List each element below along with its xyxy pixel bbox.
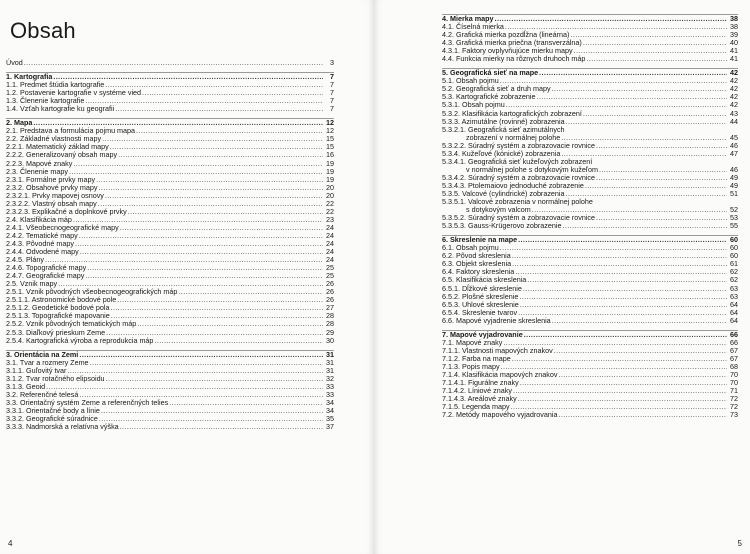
leader-dots — [79, 232, 323, 240]
toc-entry-title: 6.5.3. Uhlové skreslenie — [442, 299, 519, 309]
toc-entry — [442, 317, 738, 325]
toc-entry-page: 31 — [326, 357, 334, 367]
toc-entry-intro — [6, 59, 334, 67]
toc-entry-title: 7.1.4.3. Areálové znaky — [442, 394, 517, 404]
toc-entry — [6, 248, 334, 256]
toc-entry-page: 19 — [326, 174, 334, 184]
toc-entry-page: 60 — [730, 251, 738, 261]
toc-entry-title: 6.2. Pôvod skreslenia — [442, 251, 511, 261]
toc-right — [442, 14, 738, 419]
toc-entry-page: 66 — [730, 337, 738, 347]
leader-dots — [117, 296, 323, 304]
toc-entry-title: 4.3. Grafická mierka priečna (transverzálna) — [442, 38, 582, 48]
toc-entry-page: 31 — [326, 349, 334, 359]
page-number-right: 5 — [737, 539, 742, 548]
toc-entry-title: 2.4.7. Geografické mapy — [6, 271, 85, 281]
toc-entry-page: 7 — [330, 72, 334, 82]
toc-entry-title: 3.3.1. Orientačné body a línie — [6, 405, 100, 415]
toc-entry-title: 5.3.4.2. Súradný systém a zobrazovacie rovnice — [442, 172, 596, 182]
toc-entry-page: 27 — [326, 303, 334, 313]
toc-entry-title: 2.5. Vznik mapy — [6, 279, 58, 289]
leader-dots — [558, 371, 727, 379]
toc-entry-title: 3.1.3. Geoid — [6, 381, 46, 391]
toc-entry-title: 3.3. Orientačný systém Zeme a referenčných telies — [6, 397, 169, 407]
toc-entry-page: 62 — [730, 275, 738, 285]
leader-dots — [115, 105, 323, 113]
leader-dots — [566, 118, 727, 126]
toc-entry-title: 2.5.1.3. Topografické mapovanie — [6, 311, 110, 321]
leader-dots — [105, 192, 323, 200]
leader-dots — [142, 89, 323, 97]
toc-entry-page: 72 — [730, 394, 738, 404]
toc-entry-page: 71 — [730, 386, 738, 396]
toc-entry-page: 33 — [326, 389, 334, 399]
leader-dots — [96, 176, 323, 184]
toc-entry-title: 5.3.4. Kužeľové (kónické) zobrazenia — [442, 148, 561, 158]
toc-entry-page: 42 — [730, 100, 738, 110]
toc-entry-page: 41 — [730, 54, 738, 64]
leader-dots — [99, 415, 323, 423]
toc-entry-title: 5.3.4.1. Geografická sieť kužeľových zobrazení — [442, 156, 593, 166]
leader-dots — [46, 383, 323, 391]
leader-dots — [586, 55, 727, 63]
toc-section — [442, 68, 738, 230]
leader-dots — [519, 293, 727, 301]
toc-entry-title: 5.3.2.1. Geografická sieť azimutálnych — [442, 124, 565, 134]
leader-dots — [523, 285, 727, 293]
toc-entry-page: 53 — [730, 213, 738, 223]
toc-entry-title: 2.3.2. Obsahové prvky mapy — [6, 182, 98, 192]
toc-entry-title: 3.3.2. Geografické súradnice — [6, 413, 98, 423]
leader-dots — [513, 387, 727, 395]
leader-dots — [495, 15, 727, 23]
leader-dots — [169, 399, 323, 407]
toc-entry — [6, 105, 334, 113]
toc-entry-page: 22 — [326, 198, 334, 208]
leader-dots — [110, 143, 323, 151]
toc-entry-page: 26 — [326, 287, 334, 297]
toc-entry-page: 42 — [730, 68, 738, 78]
leader-dots — [574, 47, 727, 55]
leader-dots — [120, 224, 323, 232]
toc-entry-title: 5.3.5.1. Valcové zobrazenia v normálnej polohe — [442, 197, 593, 207]
leader-dots — [111, 304, 324, 312]
leader-dots — [527, 276, 727, 284]
toc-entry-title: 7.1. Mapové znaky — [442, 337, 503, 347]
toc-entry-title: 5.3.5.3. Gauss-Krügerovo zobrazenie — [442, 221, 562, 231]
leader-dots — [69, 168, 323, 176]
toc-entry — [6, 423, 334, 431]
toc-entry-page: 20 — [326, 182, 334, 192]
leader-dots — [515, 268, 727, 276]
toc-entry-page: 46 — [730, 140, 738, 150]
toc-entry-title: zobrazení v normálnej polohe — [466, 132, 561, 142]
toc-entry-page: 37 — [326, 422, 334, 432]
toc-entry-page: 31 — [326, 365, 334, 375]
toc-entry-title: 3. Orientácia na Zemi — [6, 349, 79, 359]
toc-entry-page: 24 — [326, 247, 334, 257]
toc-entry-page: 41 — [730, 46, 738, 56]
toc-entry-title: 2.4.5. Plány — [6, 255, 44, 265]
toc-entry-page: 49 — [730, 180, 738, 190]
leader-dots — [552, 85, 727, 93]
toc-entry-title: 7.1.2. Farba na mape — [442, 353, 511, 363]
leader-dots — [512, 252, 727, 260]
toc-entry-title: 2.4. Klasifikácia máp — [6, 214, 72, 224]
toc-entry-page: 32 — [326, 373, 334, 383]
toc-entry-title: 4.4. Funkcia mierky na rôznych druhoch máp — [442, 54, 586, 64]
toc-entry-page: 68 — [730, 361, 738, 371]
toc-entry-title: 4.3.1. Faktory ovplyvňujúce mierku mapy — [442, 46, 573, 56]
toc-entry-title: 1.4. Vzťah kartografie ku geografii — [6, 104, 115, 114]
toc-entry-title: 7.1.1. Vlastnosti mapových znakov — [442, 345, 553, 355]
toc-entry-title: 6.5.4. Skreslenie tvarov — [442, 307, 518, 317]
toc-entry-page: 16 — [326, 150, 334, 160]
toc-entry-title: 5.1. Obsah pojmu — [442, 76, 499, 86]
toc-entry-page: 39 — [730, 30, 738, 40]
leader-dots — [554, 347, 727, 355]
toc-entry-page: 64 — [730, 307, 738, 317]
toc-entry-page: 7 — [330, 96, 334, 106]
toc-entry-title: 7.2. Metódy mapového vyjadrovania — [442, 410, 558, 420]
toc-entry-page: 30 — [326, 335, 334, 345]
toc-entry-title: 1.1. Predmet štúdia kartografie — [6, 80, 105, 90]
toc-entry — [442, 411, 738, 419]
toc-entry-title: 6.5.2. Plošné skreslenie — [442, 291, 519, 301]
leader-dots — [120, 423, 323, 431]
leader-dots — [520, 301, 727, 309]
leader-dots — [80, 248, 323, 256]
leader-dots — [596, 142, 727, 150]
toc-entry-page: 22 — [326, 206, 334, 216]
leader-dots — [518, 236, 727, 244]
toc-section — [6, 118, 334, 344]
toc-entry-page: 60 — [730, 235, 738, 245]
toc-entry-page: 28 — [326, 319, 334, 329]
toc-entry-page: 55 — [730, 221, 738, 231]
toc-entry-title: 4.1. Číselná mierka — [442, 22, 504, 32]
toc-entry-page: 7 — [330, 80, 334, 90]
leader-dots — [599, 166, 727, 174]
toc-entry-page: 12 — [326, 118, 334, 128]
toc-entry-title: 7.1.4.1. Figurálne znaky — [442, 378, 519, 388]
leader-dots — [106, 375, 323, 383]
leader-dots — [558, 411, 727, 419]
leader-dots — [570, 31, 727, 39]
toc-entry-title: 4. Mierka mapy — [442, 14, 494, 23]
toc-entry-title: 3.3.3. Nadmorská a relatívna výška — [6, 422, 119, 432]
toc-entry-title: 2.4.4. Odvodené mapy — [6, 247, 79, 257]
toc-entry-title: s dotykovým valcom — [466, 205, 531, 215]
toc-entry-page: 72 — [730, 402, 738, 412]
toc-entry-title: 2.3.2.1. Prvky mapovej osnovy — [6, 190, 104, 200]
leader-dots — [154, 337, 323, 345]
toc-section — [442, 235, 738, 325]
toc-entry-page: 19 — [326, 158, 334, 168]
toc-entry-page: 63 — [730, 283, 738, 293]
leader-dots — [583, 39, 727, 47]
toc-entry-page: 49 — [730, 172, 738, 182]
toc-entry-page: 47 — [730, 148, 738, 158]
toc-entry-page: 38 — [730, 22, 738, 32]
leader-dots — [512, 260, 727, 268]
toc-entry-title: 3.1.1. Guľovitý tvar — [6, 365, 67, 375]
toc-entry-page: 64 — [730, 299, 738, 309]
toc-entry-title: 7.1.4. Klasifikácia mapových znakov — [442, 369, 558, 379]
toc-entry-title: 4.2. Grafická mierka pozdĺžna (lineárna) — [442, 30, 570, 40]
toc-entry-title: 5.2. Geografická sieť a druh mapy — [442, 84, 551, 94]
toc-entry-title: 7. Mapové vyjadrovanie — [442, 329, 523, 339]
toc-entry-title: 2.4.1. Všeobecnogeografické mapy — [6, 222, 119, 232]
toc-entry-page: 34 — [326, 405, 334, 415]
toc-entry-title: 2.3. Členenie mapy — [6, 166, 68, 176]
toc-left — [6, 59, 334, 431]
toc-entry-page: 44 — [730, 116, 738, 126]
toc-entry-page: 26 — [326, 295, 334, 305]
toc-entry-title: 5.3. Kartografické zobrazenie — [442, 92, 536, 102]
toc-entry-title: 5.3.2.2. Súradný systém a zobrazovacie rovnice — [442, 140, 596, 150]
toc-entry-page: 19 — [326, 166, 334, 176]
toc-entry-title: 5.3.1. Obsah pojmu — [442, 100, 505, 110]
toc-entry-page: 7 — [330, 88, 334, 98]
toc-entry-title: 3.1.2. Tvar rotačného elipsoidu — [6, 373, 105, 383]
toc-entry-page: 3 — [330, 58, 334, 67]
toc-entry-page: 62 — [730, 267, 738, 277]
toc-entry-page: 63 — [730, 291, 738, 301]
leader-dots — [87, 264, 323, 272]
toc-entry-page: 67 — [730, 345, 738, 355]
toc-entry-page: 61 — [730, 259, 738, 269]
toc-entry-page: 7 — [330, 104, 334, 114]
leader-dots — [178, 288, 323, 296]
toc-entry-title: 7.1.5. Legenda mapy — [442, 402, 510, 412]
toc-section — [442, 14, 738, 63]
toc-entry-title: 3.1. Tvar a rozmery Zeme — [6, 357, 89, 367]
right-page — [374, 0, 750, 554]
leader-dots — [562, 222, 727, 230]
toc-entry-page: 73 — [730, 410, 738, 420]
toc-entry-page: 42 — [730, 76, 738, 86]
leader-dots — [585, 182, 727, 190]
toc-entry-title: 7.1.3. Popis mapy — [442, 361, 500, 371]
toc-entry-title: 2.1. Predstava a formulácia pojmu mapa — [6, 126, 136, 136]
toc-entry-title: 6.5.1. Dĺžkové skreslenie — [442, 283, 522, 293]
leader-dots — [596, 214, 727, 222]
leader-dots — [583, 110, 727, 118]
toc-entry-title: 2. Mapa — [6, 118, 33, 128]
leader-dots — [524, 331, 727, 339]
leader-dots — [539, 69, 727, 77]
toc-entry-title: 2.3.1. Formálne prvky mapy — [6, 174, 96, 184]
toc-entry-title: 2.3.2.3. Explikačné a doplnkové prvky — [6, 206, 127, 216]
leader-dots — [137, 320, 323, 328]
toc-entry-title: 5. Geografická sieť na mape — [442, 68, 539, 78]
leader-dots — [136, 127, 323, 135]
leader-dots — [45, 256, 323, 264]
toc-entry-page: 28 — [326, 311, 334, 321]
leader-dots — [118, 151, 323, 159]
leader-dots — [75, 240, 323, 248]
toc-entry-page: 42 — [730, 92, 738, 102]
leader-dots — [500, 244, 727, 252]
toc-entry — [442, 55, 738, 63]
leader-dots — [24, 59, 323, 67]
toc-entry-title: 1. Kartografia — [6, 72, 53, 82]
toc-entry-page: 43 — [730, 108, 738, 118]
toc-entry-title: 5.3.3. Azimutálne (rovinné) zobrazenia — [442, 116, 565, 126]
toc-entry — [442, 222, 738, 230]
leader-dots — [101, 407, 323, 415]
toc-entry-title: 2.2.1. Matematický základ mapy — [6, 142, 109, 152]
toc-entry-title: 5.3.5. Valcové (cylindrické) zobrazenia — [442, 188, 565, 198]
toc-entry-title: 2.5.2. Vznik pôvodných tematických máp — [6, 319, 137, 329]
toc-entry-title: 2.4.2. Tematické mapy — [6, 230, 78, 240]
leader-dots — [111, 312, 323, 320]
toc-entry-title: Úvod — [6, 58, 23, 67]
toc-entry — [6, 375, 334, 383]
left-page — [0, 0, 374, 554]
toc-entry-title: 5.3.5.2. Súradný systém a zobrazovacie rovnice — [442, 213, 596, 223]
toc-entry-page: 52 — [730, 205, 738, 215]
toc-entry-page: 42 — [730, 84, 738, 94]
toc-entry-page: 64 — [730, 315, 738, 325]
toc-entry-title: 1.3. Členenie kartografie — [6, 96, 85, 106]
leader-dots — [90, 359, 323, 367]
toc-entry-title: 6.4. Faktory skreslenia — [442, 267, 515, 277]
leader-dots — [512, 355, 727, 363]
leader-dots — [85, 272, 323, 280]
toc-entry-page: 24 — [326, 222, 334, 232]
leader-dots — [128, 208, 323, 216]
toc-entry-page: 25 — [326, 271, 334, 281]
toc-entry-title: 3.2. Referenčné telesá — [6, 389, 79, 399]
leader-dots — [85, 97, 323, 105]
toc-entry-title: 2.5.1. Vznik pôvodných všeobecnogeografických máp — [6, 287, 178, 297]
toc-entry-page: 60 — [730, 243, 738, 253]
leader-dots — [73, 160, 323, 168]
leader-dots — [98, 200, 323, 208]
toc-entry-page: 70 — [730, 369, 738, 379]
toc-entry-page: 25 — [326, 263, 334, 273]
toc-entry-page: 24 — [326, 238, 334, 248]
toc-entry-page: 40 — [730, 38, 738, 48]
toc-entry — [6, 337, 334, 345]
toc-entry-title: 2.2.2. Generalizovaný obsah mapy — [6, 150, 118, 160]
leader-dots — [79, 351, 323, 359]
toc-entry-title: 6. Skreslenie na mape — [442, 235, 518, 245]
toc-entry-page: 29 — [326, 327, 334, 337]
leader-dots — [99, 184, 324, 192]
toc-entry-title: 2.2.3. Mapové znaky — [6, 158, 73, 168]
toc-entry-page: 12 — [326, 126, 334, 136]
toc-entry-title: 2.4.3. Pôvodné mapy — [6, 238, 74, 248]
toc-entry-title: 6.6. Mapové vyjadrenie skreslenia — [442, 315, 551, 325]
toc-entry-page: 23 — [326, 214, 334, 224]
toc-entry-page: 24 — [326, 255, 334, 265]
toc-entry-title: 2.5.3. Diaľkový prieskum Zeme — [6, 327, 106, 337]
page-title: Obsah — [10, 18, 76, 43]
toc-entry-page: 38 — [730, 14, 738, 23]
leader-dots — [537, 93, 728, 101]
leader-dots — [67, 367, 323, 375]
toc-entry-title: 2.5.4. Kartografická výroba a reprodukcia máp — [6, 335, 154, 345]
toc-entry-title: 6.5. Klasifikácia skreslenia — [442, 275, 527, 285]
leader-dots — [552, 317, 727, 325]
toc-entry-title: 2.5.1.1. Astronomické bodové pole — [6, 295, 117, 305]
toc-entry-title: 6.1. Obsah pojmu — [442, 243, 499, 253]
toc-entry-page: 34 — [326, 397, 334, 407]
toc-entry-page: 15 — [326, 142, 334, 152]
toc-entry-title: 2.3.2.2. Vlastný obsah mapy — [6, 198, 97, 208]
toc-entry-page: 66 — [730, 329, 738, 339]
toc-entry-title: 6.3. Objekt skreslenia — [442, 259, 512, 269]
toc-entry-title: 5.3.2. Klasifikácia kartografických zobrazení — [442, 108, 582, 118]
toc-entry-page: 51 — [730, 188, 738, 198]
toc-entry-page: 26 — [326, 279, 334, 289]
toc-entry-page: 24 — [326, 230, 334, 240]
leader-dots — [102, 135, 323, 143]
toc-entry-page: 67 — [730, 353, 738, 363]
toc-entry-title: 7.1.4.2. Líniové znaky — [442, 386, 512, 396]
toc-entry-title: 1.2. Postavenie kartografie v systéme vied — [6, 88, 142, 98]
toc-section — [442, 330, 738, 420]
leader-dots — [596, 174, 727, 182]
toc-entry-title: 2.2. Základné vlastnosti mapy — [6, 134, 102, 144]
toc-entry-title: 2.4.6. Topografické mapy — [6, 263, 87, 273]
toc-entry-page: 35 — [326, 413, 334, 423]
page-number-left: 4 — [8, 539, 13, 548]
toc-entry-page: 20 — [326, 190, 334, 200]
toc-entry-page: 46 — [730, 164, 738, 174]
leader-dots — [520, 379, 727, 387]
toc-entry-title: 2.5.1.2. Geodetické bodové pola — [6, 303, 110, 313]
toc-entry-page: 15 — [326, 134, 334, 144]
toc-entry-title: 5.3.4.3. Ptolemaiovo jednoduché zobrazenie — [442, 180, 584, 190]
toc-entry-page: 45 — [730, 132, 738, 142]
toc-entry-page: 70 — [730, 378, 738, 388]
toc-entry-page: 33 — [326, 381, 334, 391]
leader-dots — [518, 395, 727, 403]
toc-entry-title: v normálnej polohe s dotykovým kužeľom — [466, 164, 598, 174]
toc-section — [6, 72, 334, 113]
toc-section — [6, 350, 334, 431]
